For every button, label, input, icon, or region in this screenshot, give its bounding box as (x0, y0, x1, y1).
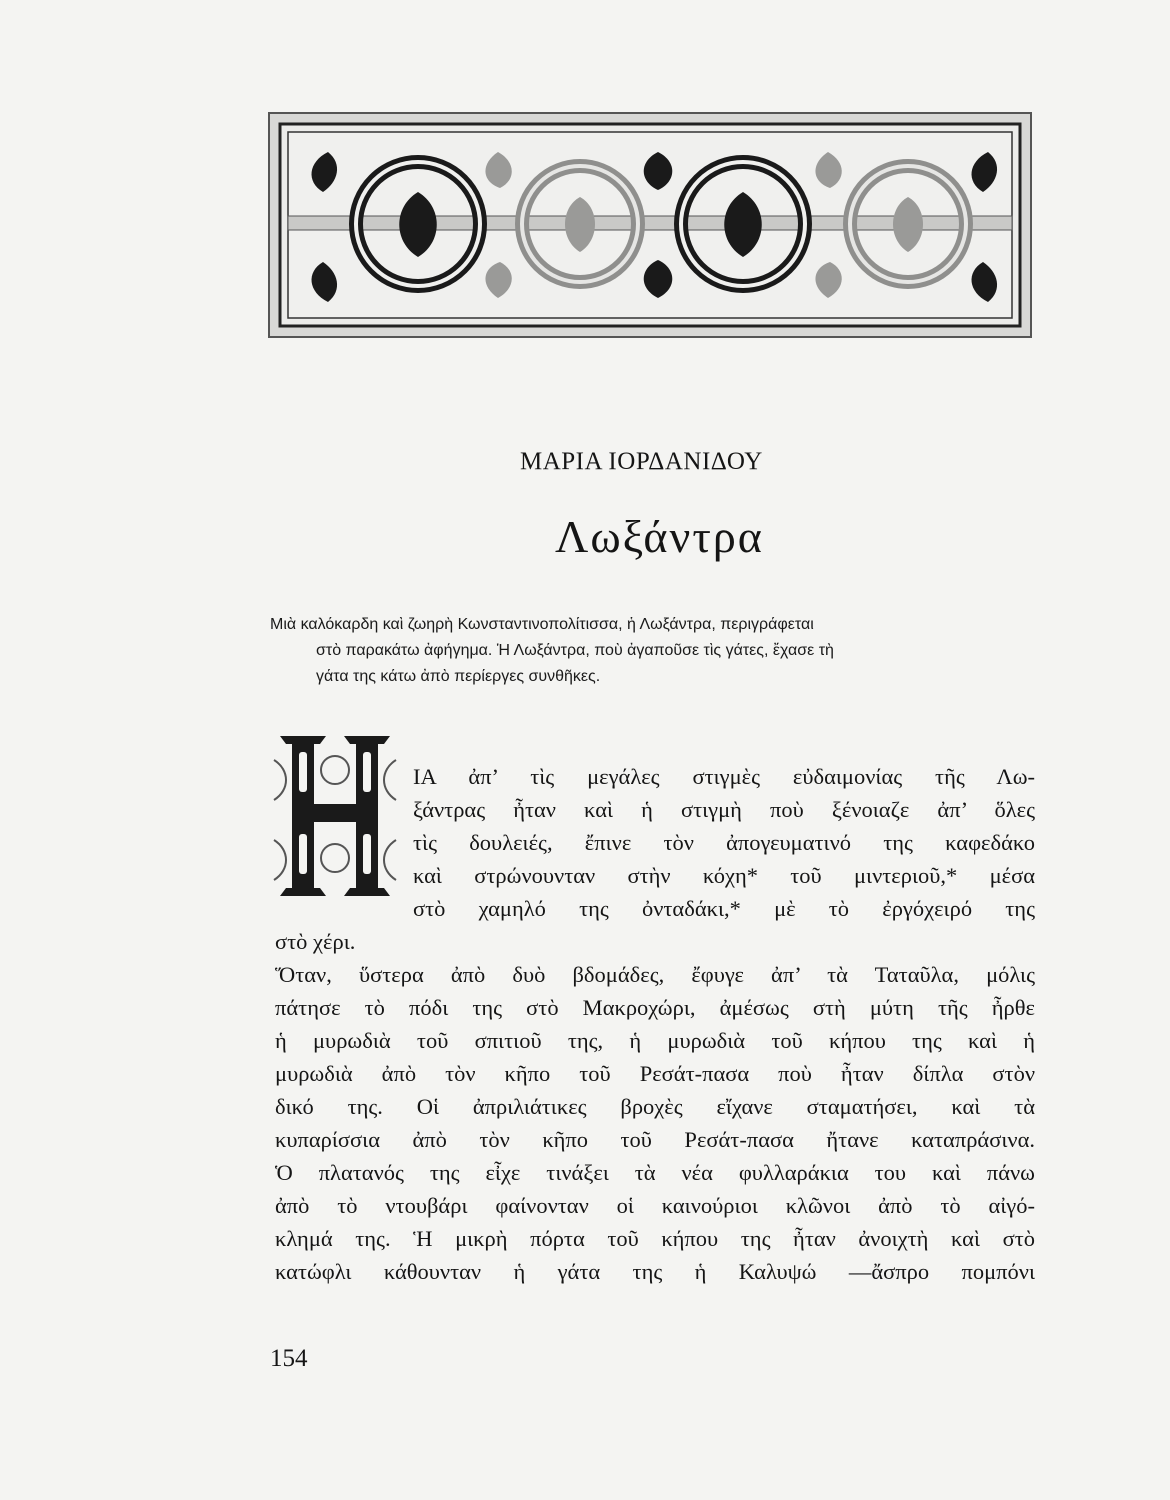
summary-line: στὸ παρακάτω ἀφήγημα. Ἡ Λωξάντρα, ποὺ ἀγαποῦσε τὶς γάτες, ἔχασε τὴ (316, 642, 834, 659)
page-number: 154 (270, 1345, 308, 1372)
body-line: μυρωδιὰ ἀπὸ τὸν κῆπο τοῦ Ρεσάτ-πασα ποὺ ἦταν δίπλα στὸν (275, 1061, 1035, 1086)
story-body (275, 760, 1035, 1288)
body-line: κατώφλι κάθουνταν ἡ γάτα της ἡ Καλυψώ —ἄσπρο πομπόνι (275, 1259, 1035, 1284)
body-line: δικό της. Οἱ ἀπριλιάτικες βροχὲς εἴχανε σταματήσει, καὶ τὰ (275, 1094, 1035, 1119)
summary-line: Μιὰ καλόκαρδη καὶ ζωηρὴ Κωνσταντινοπολίτισσα, ἡ Λωξάντρα, περιγράφεται (270, 616, 814, 633)
body-line: πάτησε τὸ πόδι της στὸ Μακροχώρι, ἀμέσως στὴ μύτη τῆς ἦρθε (275, 995, 1035, 1020)
summary-line: γάτα της κάτω ἀπὸ περίεργες συνθῆκες. (316, 668, 601, 685)
body-line: ΙΑ ἀπ’ τὶς μεγάλες στιγμὲς εὐδαιμονίας τῆς Λω- (413, 764, 1035, 789)
body-line: ἡ μυρωδιὰ τοῦ σπιτιοῦ της, ἡ μυρωδιὰ τοῦ κήπου της καὶ ἡ (275, 1028, 1035, 1053)
story-summary (270, 612, 1035, 690)
author-name: ΜΑΡΙΑ ΙΟΡΔΑΝΙΔΟΥ (520, 448, 763, 475)
body-line: ξάντρας ἦταν καὶ ἡ στιγμὴ ποὺ ξένοιαζε ἀπ’ ὅλες (413, 797, 1035, 822)
story-title: Λωξάντρα (555, 511, 764, 562)
body-line: κλημά της. Ἡ μικρὴ πόρτα τοῦ κήπου της ἦταν ἀνοιχτὴ καὶ στὸ (275, 1226, 1035, 1251)
body-line: στὸ χέρι. (275, 929, 356, 954)
body-line: Ὅταν, ὕστερα ἀπὸ δυὸ βδομάδες, ἔφυγε ἀπ’ τὰ Ταταῦλα, μόλις (275, 962, 1035, 987)
body-line: τὶς δουλειές, ἔπινε τὸν ἀπογευματινό της καφεδάκο (413, 830, 1035, 855)
ornamental-header-band (268, 112, 1032, 338)
body-line: καὶ στρώνουνταν στὴν κόχη* τοῦ μιντεριοῦ,* μέσα (413, 863, 1035, 888)
body-line: ἀπὸ τὸ ντουβάρι φαίνονταν οἱ καινούριοι κλῶνοι ἀπὸ τὸ αἰγό- (275, 1193, 1035, 1218)
body-line: στὸ χαμηλό της ὀνταδάκι,* μὲ τὸ ἐργόχειρό της (413, 896, 1035, 921)
body-line: Ὁ πλατανός της εἶχε τινάξει τὰ νέα φυλλαράκια του καὶ πάνω (275, 1160, 1035, 1185)
body-line: κυπαρίσσια ἀπὸ τὸν κῆπο τοῦ Ρεσάτ-πασα ἤτανε καταπράσινα. (275, 1127, 1035, 1152)
